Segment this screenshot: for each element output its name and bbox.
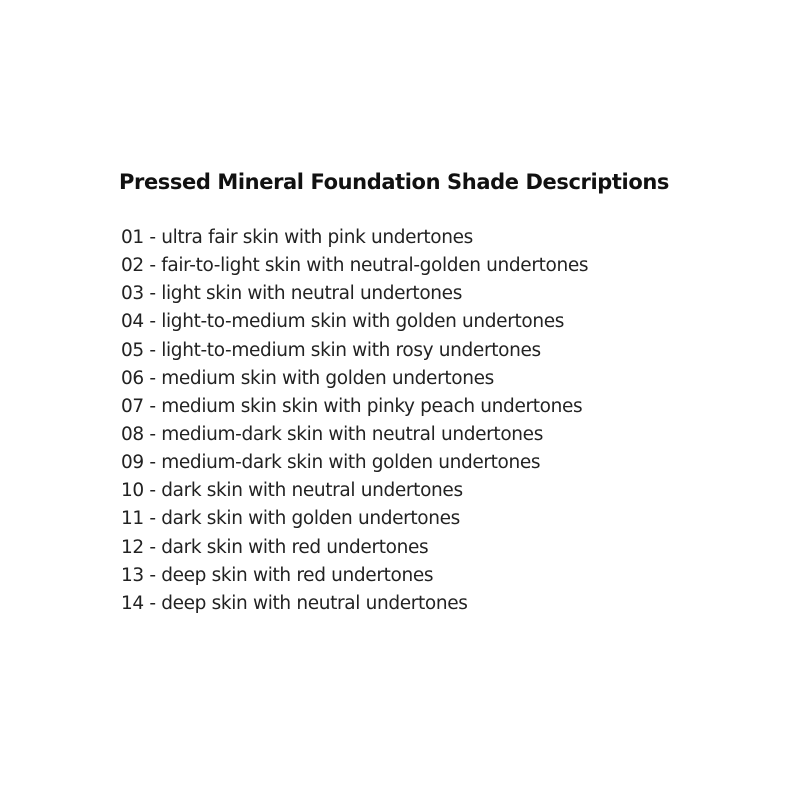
shade-item-11: 11 - dark skin with golden undertones [121, 508, 460, 530]
shade-list [121, 224, 588, 618]
shade-item-04: 04 - light-to-medium skin with golden undertones [121, 311, 565, 333]
shade-item-14: 14 - deep skin with neutral undertones [121, 592, 468, 614]
shade-item-01: 01 - ultra fair skin with pink undertones [121, 227, 473, 248]
page-title: Pressed Mineral Foundation Shade Descriptions [119, 170, 670, 194]
shade-item-13: 13 - deep skin with red undertones [121, 564, 434, 586]
shade-item-12: 12 - dark skin with red undertones [121, 536, 429, 558]
shade-item-06: 06 - medium skin with golden undertones [121, 367, 494, 389]
shade-item-09: 09 - medium-dark skin with golden undertones [121, 452, 541, 474]
shade-item-03: 03 - light skin with neutral undertones [121, 283, 462, 305]
shade-item-07: 07 - medium skin skin with pinky peach undertones [121, 395, 583, 417]
shade-item-08: 08 - medium-dark skin with neutral undertones [121, 423, 543, 445]
shade-item-05: 05 - light-to-medium skin with rosy undertones [121, 339, 541, 361]
shade-item-02: 02 - fair-to-light skin with neutral-golden undertones [121, 255, 589, 277]
shade-item-10: 10 - dark skin with neutral undertones [121, 480, 463, 502]
